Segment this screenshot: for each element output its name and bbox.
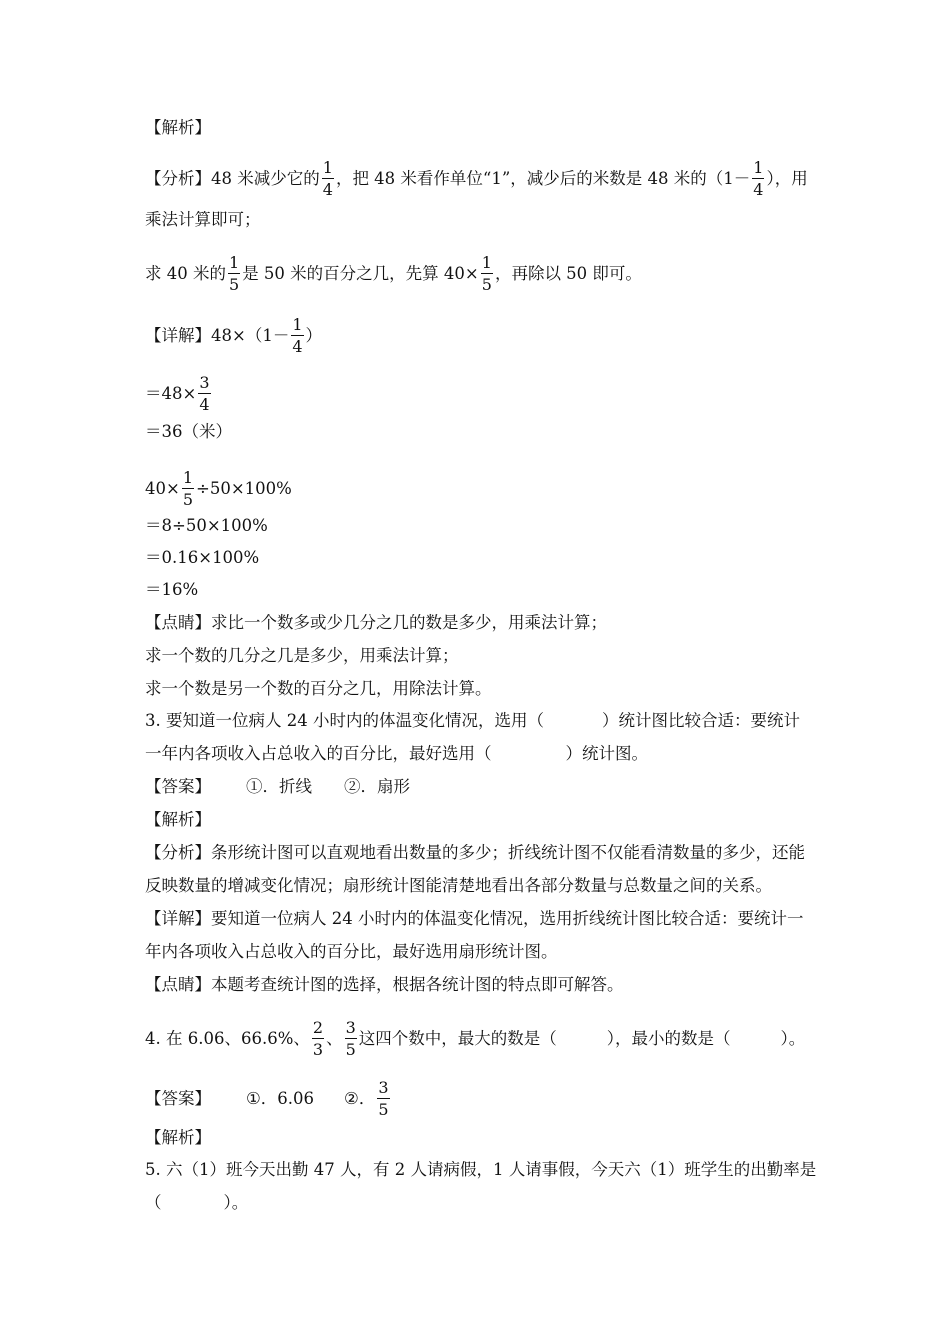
- answer-line-q4: [145, 1078, 392, 1119]
- text: 一年内各项收入占总收入的百分比，最好选用（: [145, 744, 492, 763]
- text: ），用: [766, 168, 808, 188]
- analysis-q3-line-1: [145, 843, 805, 863]
- comment-q3: [145, 975, 624, 995]
- analysis-heading: [145, 118, 211, 138]
- analysis-heading-q4: [145, 1128, 211, 1148]
- text: 乘法计算即可；: [145, 210, 261, 229]
- text: ÷50×100%: [196, 478, 292, 498]
- detail-q3-line-1: [145, 909, 804, 929]
- text: 【分析】48 米减少它的: [145, 168, 320, 188]
- fraction-one-quarter: $\frac{1}{4}$: [753, 158, 764, 199]
- text: 反映数量的增减变化情况；扇形统计图能清楚地看出各部分数量与总数量之间的关系。: [145, 876, 772, 895]
- detail-line-5: [145, 516, 268, 536]
- question-5-line-1: [145, 1160, 816, 1180]
- detail-line-1: [145, 315, 322, 356]
- fraction-three-fifths: $\frac{3}{5}$: [345, 1018, 356, 1059]
- question-3-line-2: [145, 744, 648, 764]
- text: 【解析】: [145, 118, 211, 137]
- answer-line-q3: [145, 777, 410, 797]
- fraction-one-quarter: $\frac{1}{4}$: [292, 315, 303, 356]
- analysis-q3-line-2: [145, 876, 772, 896]
- text: ）: [305, 325, 323, 345]
- question-5-line-2: [145, 1193, 248, 1213]
- text: ②．扇形: [344, 777, 410, 796]
- text: ）统计图比较合适：要统计: [601, 711, 800, 730]
- analysis-line-3: [145, 253, 642, 294]
- text: 求 40 米的: [145, 263, 226, 283]
- text: ＝48×: [145, 383, 197, 403]
- text: 这四个数中，最大的数是（: [358, 1028, 557, 1048]
- text: ①．6.06: [246, 1088, 315, 1108]
- text: ②．: [344, 1088, 376, 1108]
- text: 【解析】: [145, 1128, 211, 1147]
- text: ＝0.16×100%: [145, 548, 260, 567]
- text: ，把 48 米看作单位“1”，减少后的米数是 48 米的（1－: [335, 168, 751, 188]
- question-4: [145, 1018, 805, 1059]
- detail-line-4: [145, 468, 292, 509]
- text: 5. 六（1）班今天出勤 47 人，有 2 人请病假，1 人请事假，今天六（1）班学生的出勤率是: [145, 1160, 817, 1179]
- fraction-two-thirds: $\frac{2}{3}$: [312, 1018, 324, 1059]
- detail-line-2: [145, 373, 213, 414]
- comment-line-3: [145, 679, 492, 699]
- text: ＝36（米）: [145, 422, 232, 441]
- detail-line-7: [145, 580, 198, 600]
- text: 【答案】: [145, 1088, 211, 1108]
- text: 【答案】: [145, 777, 211, 796]
- text: 求一个数是另一个数的百分之几，用除法计算。: [145, 679, 492, 698]
- text: 【点睛】求比一个数多或少几分之几的数是多少，用乘法计算；: [145, 613, 607, 632]
- text: 【详解】48×（1－: [145, 325, 290, 345]
- analysis-line-2: [145, 210, 261, 230]
- fraction-one-fifth: $\frac{1}{5}$: [182, 468, 194, 509]
- text: （: [145, 1193, 162, 1212]
- text: 【分析】条形统计图可以直观地看出数量的多少；折线统计图不仅能看清数量的多少，还能: [145, 843, 805, 862]
- text: ，再除以 50 即可。: [494, 263, 642, 283]
- text: 年内各项收入占总收入的百分比，最好选用扇形统计图。: [145, 942, 558, 961]
- detail-q3-line-2: [145, 942, 558, 962]
- text: ＝8÷50×100%: [145, 516, 268, 535]
- detail-line-3: [145, 422, 232, 442]
- fraction-one-fifth: $\frac{1}{5}$: [481, 253, 492, 294]
- text: 是 50 米的百分之几，先算 40×: [242, 263, 479, 283]
- text: 求一个数的几分之几是多少，用乘法计算；: [145, 646, 459, 665]
- comment-line-2: [145, 646, 459, 666]
- analysis-line-1: [145, 158, 808, 199]
- detail-line-6: [145, 548, 259, 568]
- fraction-one-fifth: $\frac{1}{5}$: [229, 253, 240, 294]
- text: 【详解】要知道一位病人 24 小时内的体温变化情况，选用折线统计图比较合适：要统计一: [145, 909, 804, 928]
- text: 4. 在 6.06、66.6%、: [145, 1028, 310, 1048]
- text: ＝16%: [145, 580, 199, 599]
- fraction-three-quarters: $\frac{3}{4}$: [199, 373, 210, 414]
- text: 40×: [145, 478, 180, 498]
- text: 、: [326, 1028, 343, 1048]
- text: 3. 要知道一位病人 24 小时内的体温变化情况，选用（: [145, 711, 544, 730]
- comment-line-1: [145, 613, 607, 633]
- question-3-line-1: [145, 711, 800, 731]
- fraction-three-fifths: $\frac{3}{5}$: [378, 1078, 389, 1119]
- text: 【解析】: [145, 810, 211, 829]
- text: ）。: [223, 1193, 249, 1212]
- text: 【点睛】本题考查统计图的选择，根据各统计图的特点即可解答。: [145, 975, 624, 994]
- text: ）。: [780, 1028, 806, 1048]
- text: ）统计图。: [565, 744, 648, 763]
- analysis-heading-q3: [145, 810, 211, 830]
- text: ①．折线: [246, 777, 312, 796]
- text: ），最小的数是（: [606, 1028, 731, 1048]
- fraction-one-quarter: $\frac{1}{4}$: [322, 158, 333, 199]
